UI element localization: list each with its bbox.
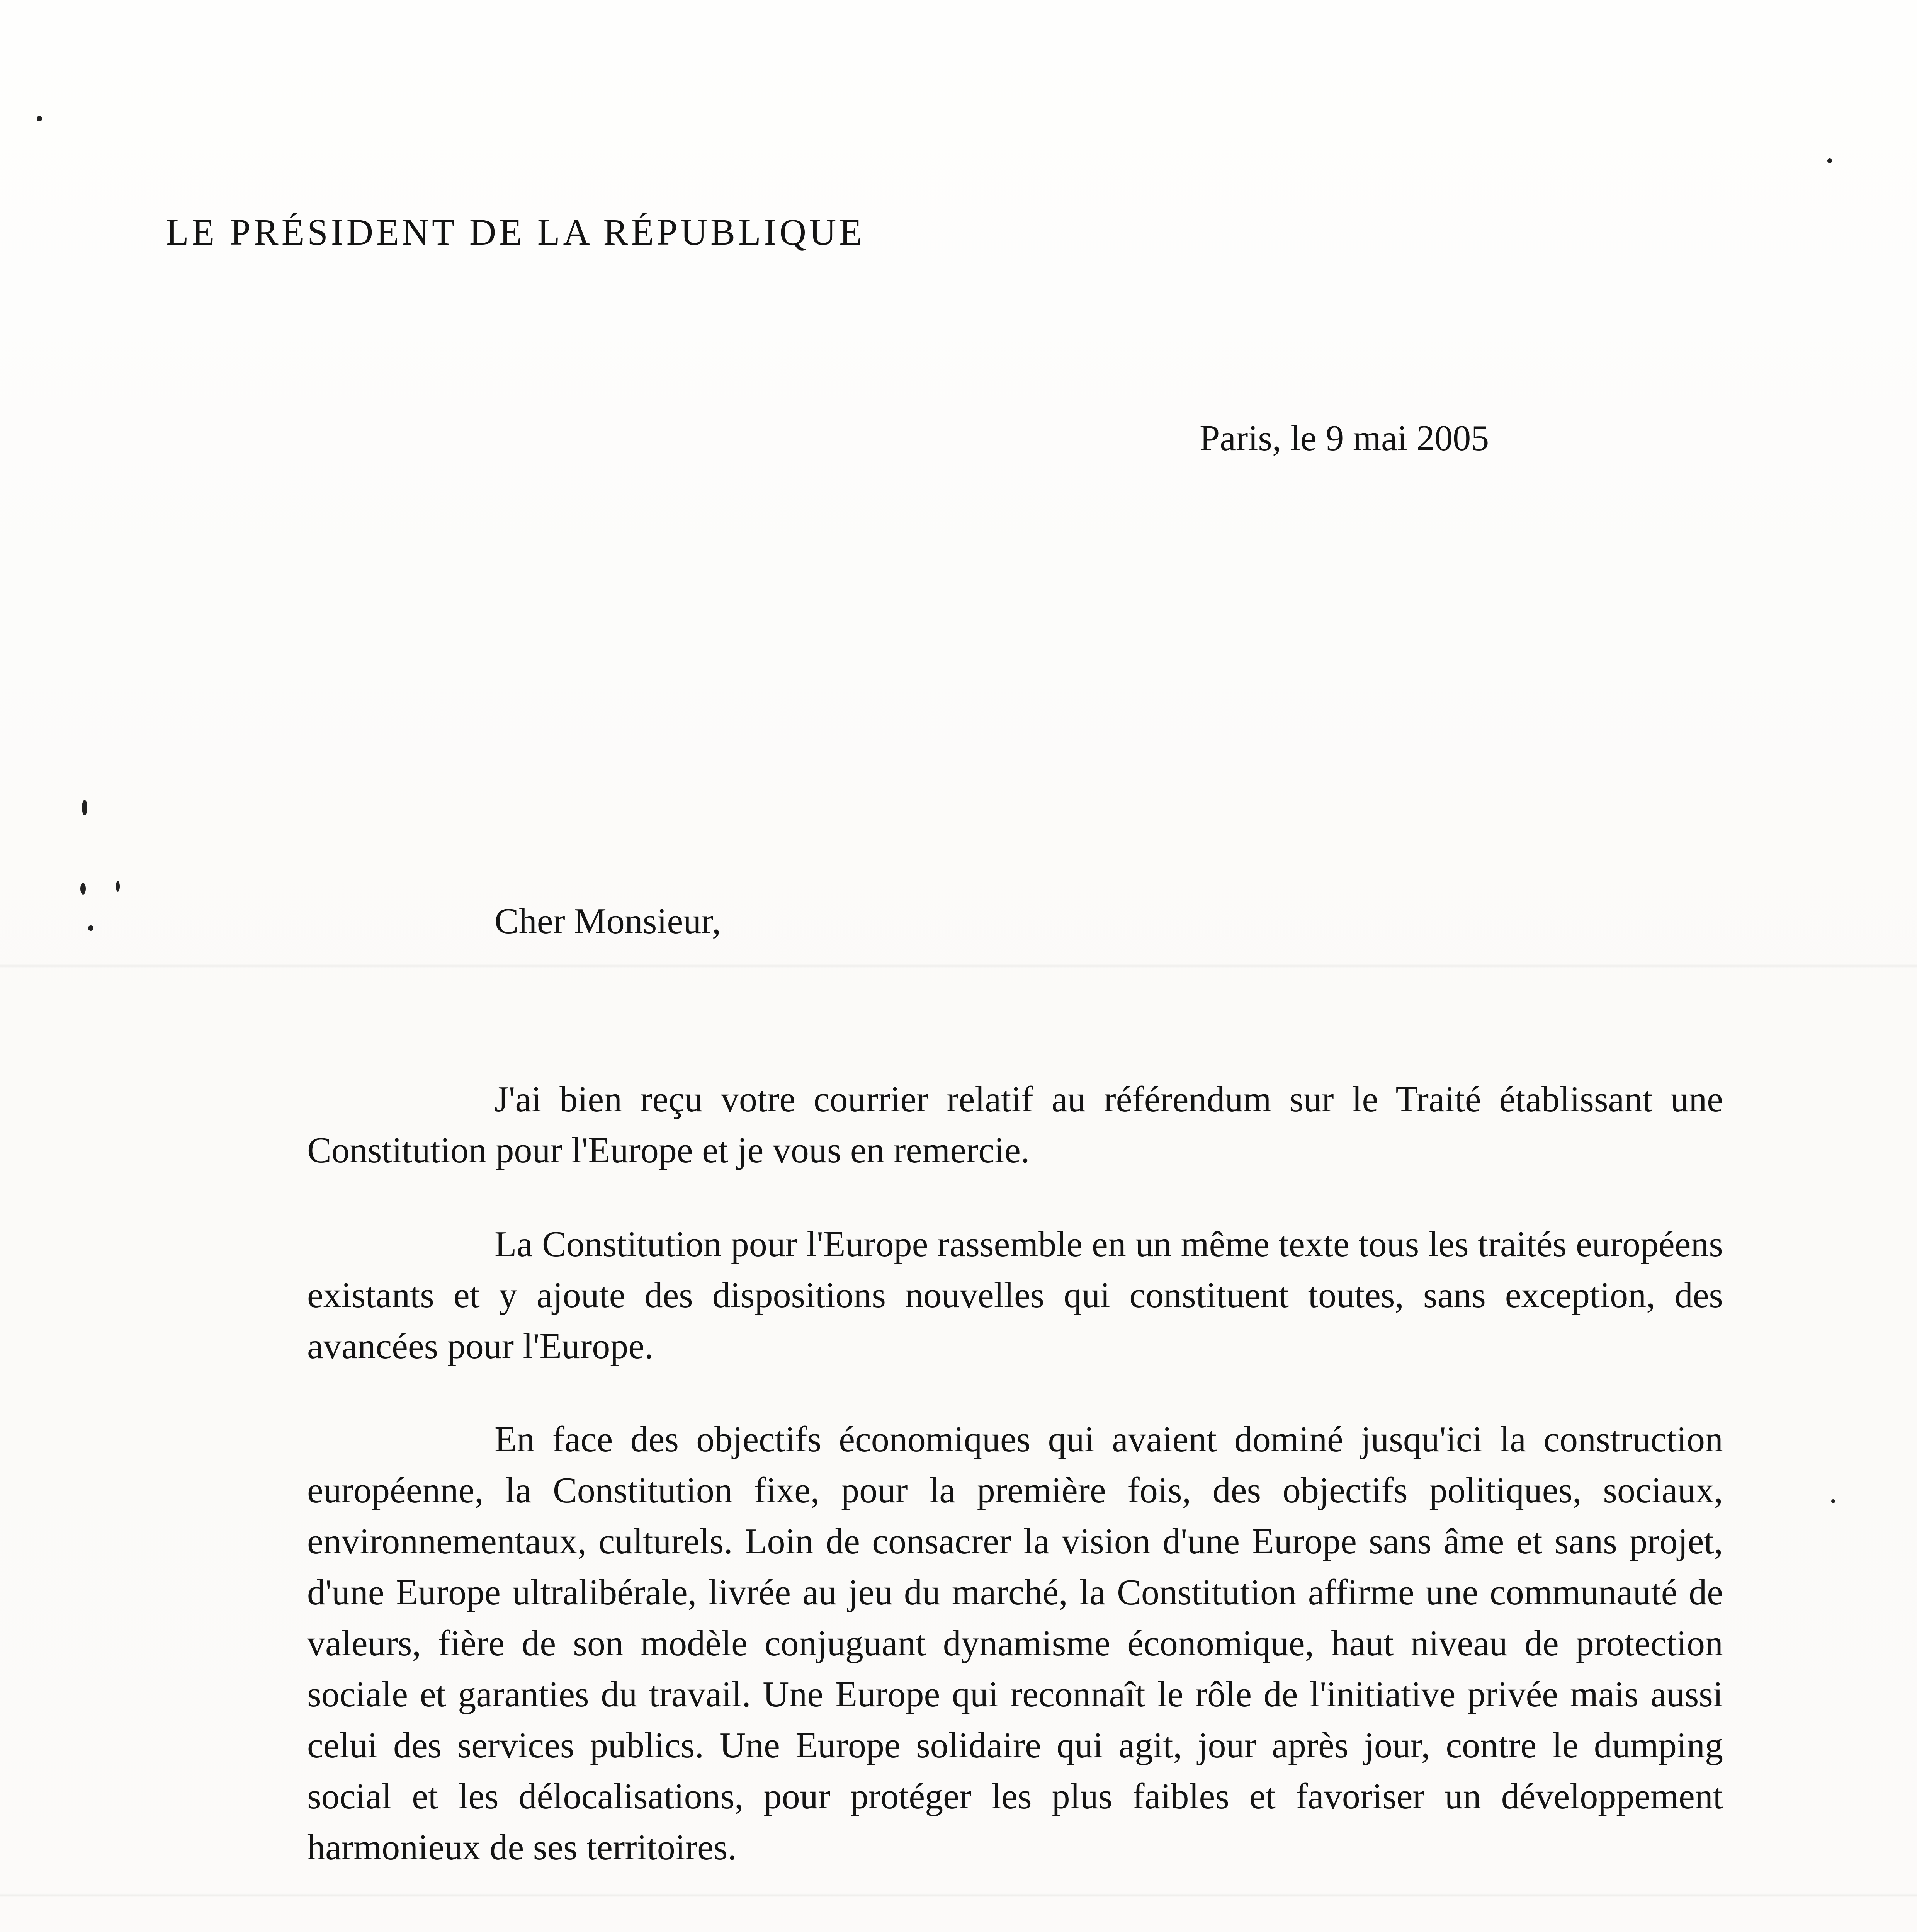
paragraph-3: En face des objectifs économiques qui avaient dominé jusqu'ici la construction européenne, la Constitution fixe, pour la première fois, des objectifs politiques, sociaux, environnementaux, culturels. Loin de consacrer la vision d'une Europe sans âme et sans projet, d'une Europe ultralibérale, livrée au jeu du marché, la Constitution affirme une communauté de valeurs, fière de son modèle conjuguant dynamisme économique, haut niveau de protection sociale et garanties du travail. Une Europe qui reconnaît le rôle de l'initiative privée mais aussi celui des services publics. Une Europe solidaire qui agit, jour après jour, contre le dumping social et les délocalisations, pour protéger les plus faibles et favoriser un développement harmonieux de ses territoires. xyxy=(307,1419,1723,1867)
fold-line xyxy=(0,964,1917,968)
paragraph-1: J'ai bien reçu votre courrier relatif au référendum sur le Traité établissant une Constitution pour l'Europe et je vous en remercie. xyxy=(307,1079,1723,1170)
fold-line xyxy=(0,1893,1917,1897)
salutation: Cher Monsieur, xyxy=(495,901,721,941)
paper-speck xyxy=(37,116,42,121)
paper-speck xyxy=(1827,158,1832,163)
date-line: Paris, le 9 mai 2005 xyxy=(1200,418,1489,458)
letterhead: LE PRÉSIDENT DE LA RÉPUBLIQUE xyxy=(166,211,865,253)
paper-speck xyxy=(82,800,87,815)
paper-speck xyxy=(1831,1499,1835,1503)
paper-speck xyxy=(116,881,120,892)
paper-speck xyxy=(88,925,93,931)
paper-speck xyxy=(80,883,86,895)
paragraph-2: La Constitution pour l'Europe rassemble en un même texte tous les traités européens existants et y ajoute des dispositions nouvelles qui constituent toutes, sans exception, des avancées pour l'Europe. xyxy=(307,1224,1723,1366)
